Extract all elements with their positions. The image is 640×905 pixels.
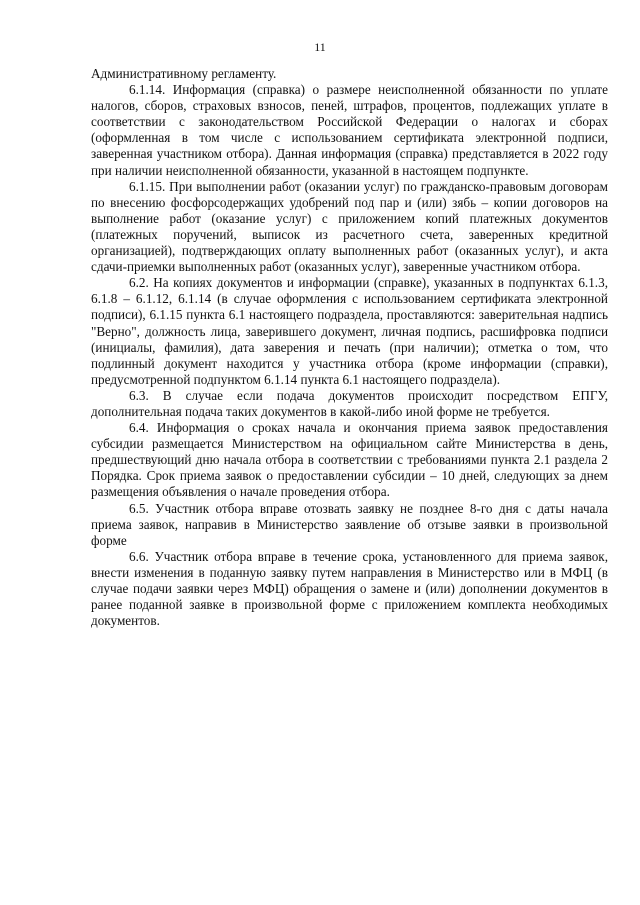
paragraph-6-5: 6.5. Участник отбора вправе отозвать заявку не позднее 8-го дня с даты начала приема заявок, направив в Министерство заявление об отзыве заявки в произвольной форме [91, 500, 608, 548]
paragraph-6-6: 6.6. Участник отбора вправе в течение срока, установленного для приема заявок, внести изменения в поданную заявку путем направления в Министерство или в МФЦ (в случае подачи заявки через МФЦ) обращения о замене и (или) дополнении документов в ранее поданной заявке в произвольной форме с приложением комплекта необходимых документов. [91, 548, 608, 629]
paragraph-6-3: 6.3. В случае если подача документов происходит посредством ЕПГУ, дополнительная подача таких документов в какой-либо иной форме не требуется. [91, 387, 608, 419]
paragraph-6-1-14: 6.1.14. Информация (справка) о размере неисполненной обязанности по уплате налогов, сборов, страховых взносов, пеней, штрафов, процентов, подлежащих уплате в соответствии с законодательством Российской Федерации о налогах и сборах (оформленная в том числе с использованием сертификата электронной подписи, заверенная участником отбора). Данная информация (справка) представляется в 2022 году при наличии неисполненной обязанности, указанной в настоящем подпункте. [91, 82, 608, 178]
paragraph-continuation: Административному регламенту. [91, 66, 277, 81]
paragraph-6-4: 6.4. Информация о сроках начала и окончания приема заявок предоставления субсидии размещается Министерством на официальном сайте Министерства в день, предшествующий дню начала отбора в соответствии с требованиями пункта 2.1 раздела 2 Порядка. Срок приема заявок о предоставлении субсидии – 10 дней, следующих за днем размещения объявления о начале проведения отбора. [91, 420, 608, 500]
document-body [91, 66, 608, 629]
paragraph-6-1-15: 6.1.15. При выполнении работ (оказании услуг) по гражданско-правовым договорам по внесению фосфорсодержащих удобрений под пар и (или) зябь – копии договоров на выполнение работ (оказание услуг) с приложением копий платежных документов (платежных поручений, выписок из расчетного счета, заверенных кредитной организацией), подтверждающих оплату выполненных работ (оказанных услуг), и акта сдачи-приемки выполненных работ (оказанных услуг), заверенные участником отбора. [91, 178, 608, 275]
page-number: 11 [314, 40, 326, 54]
paragraph-6-2: 6.2. На копиях документов и информации (справке), указанных в подпунктах 6.1.3, 6.1.8 – 6.1.12, 6.1.14 (в случае оформления с использованием сертификата электронной подписи), 6.1.15 пункта 6.1 настоящего подраздела, проставляются: заверительная надпись "Верно", должность лица, заверившего документ, личная подпись, расшифровка подписи (инициалы, фамилия), дата заверения и печать (при наличии); отметка о том, что подлинный документ находится у участника отбора (кроме информации (справки), предусмотренной подпунктом 6.1.14 пункта 6.1 настоящего подраздела). [91, 275, 608, 387]
